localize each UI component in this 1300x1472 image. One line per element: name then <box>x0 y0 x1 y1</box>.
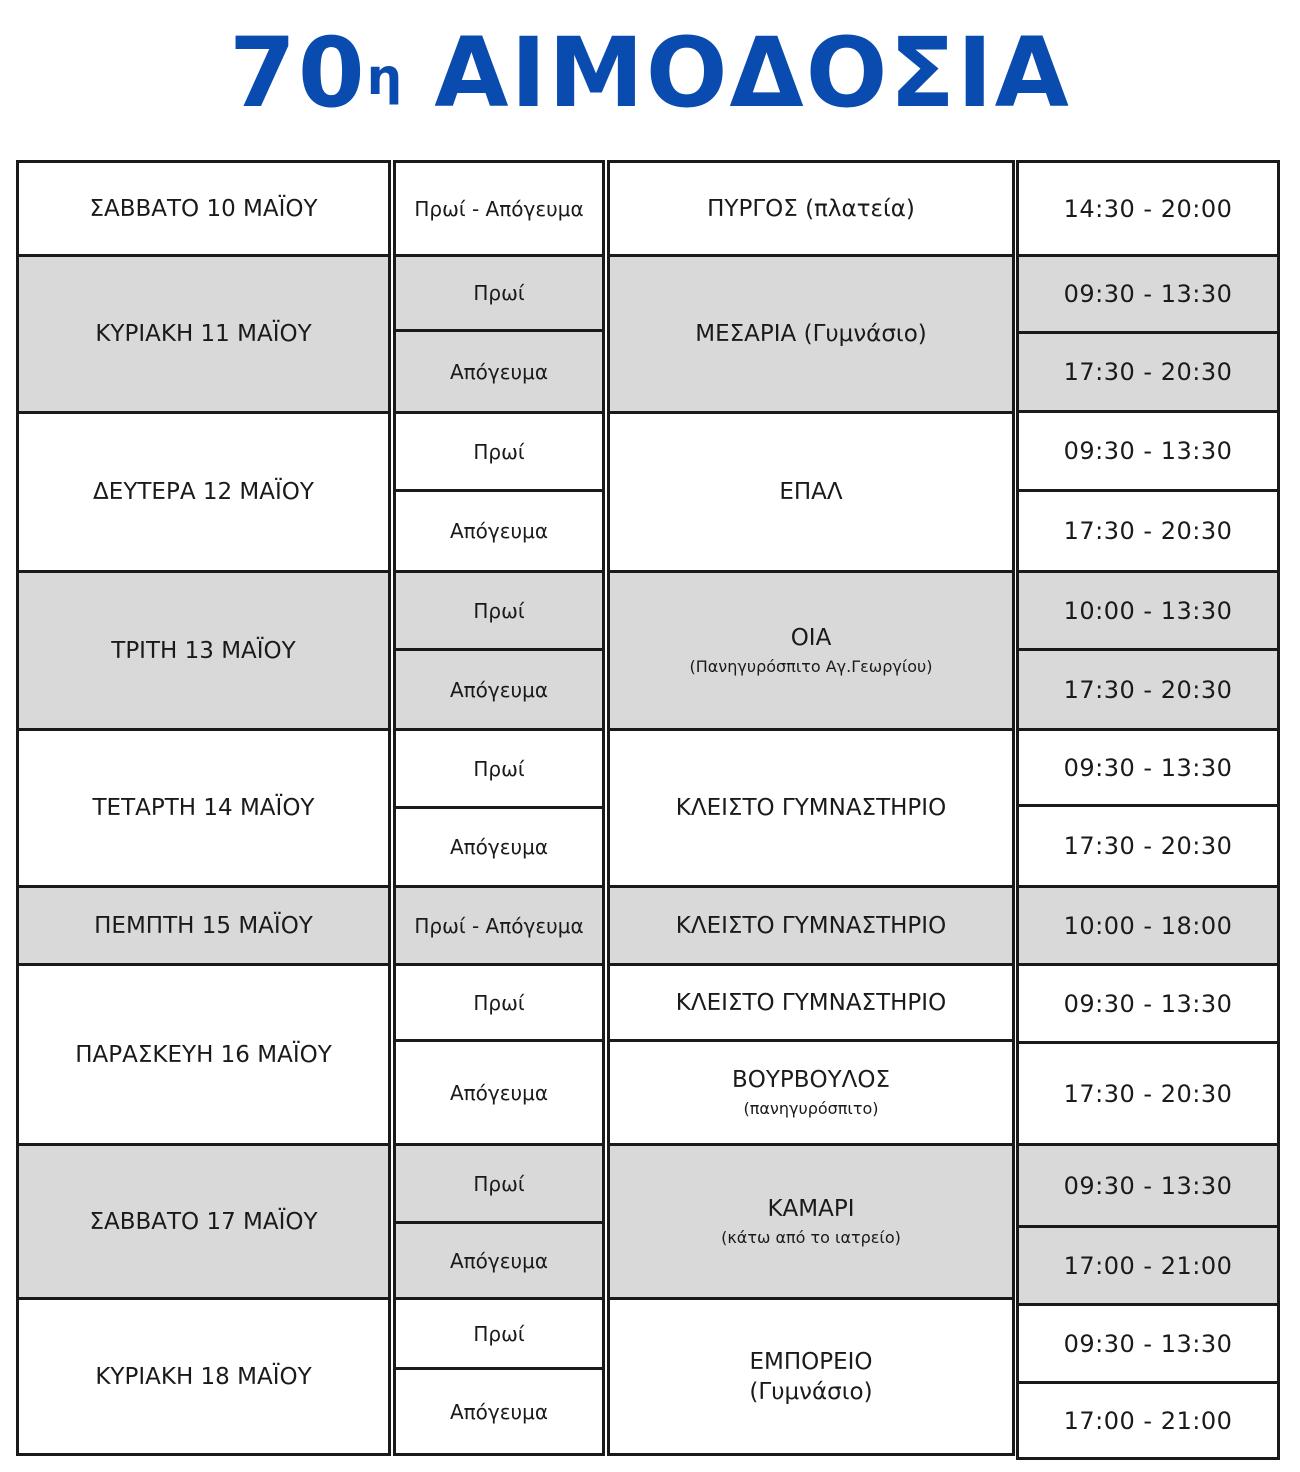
location-note: (Γυμνάσιο) <box>749 1378 873 1405</box>
period-label: Απόγευμα <box>449 359 549 384</box>
day-cell <box>19 573 388 728</box>
location-name: ΚΑΜΑΡΙ <box>767 1196 855 1222</box>
day-cell <box>19 414 388 570</box>
time-cell <box>1019 651 1277 728</box>
location-cell <box>610 414 1012 570</box>
period-label: Πρωί <box>473 1171 525 1196</box>
period-label: Πρωί - Απόγευμα <box>414 913 584 938</box>
period-label: Απόγευμα <box>449 519 549 543</box>
location-cell <box>610 257 1012 411</box>
time-cell <box>1019 1044 1277 1143</box>
period-label: Απόγευμα <box>449 835 549 859</box>
time-cell <box>1019 888 1277 963</box>
period-cell <box>396 1370 602 1453</box>
day-label: ΔΕΥΤΕΡΑ 12 ΜΑΪΟΥ <box>93 479 314 505</box>
time-range: 09:30 - 13:30 <box>1063 1329 1233 1358</box>
time-range: 17:30 - 20:30 <box>1063 832 1233 860</box>
time-cell <box>1019 413 1277 489</box>
location-note: (Πανηγυρόσπιτο Αγ.Γεωργίου) <box>689 657 933 676</box>
time-range: 14:30 - 20:00 <box>1063 194 1233 223</box>
day-label: ΠΑΡΑΣΚΕΥΗ 16 ΜΑΪΟΥ <box>75 1041 332 1068</box>
locations-column <box>607 160 1015 1456</box>
days-column <box>16 160 391 1456</box>
period-label: Πρωί - Απόγευμα <box>414 196 584 221</box>
location-cell <box>610 966 1012 1039</box>
time-range: 17:30 - 20:30 <box>1063 517 1233 545</box>
time-range: 10:00 - 18:00 <box>1063 911 1233 940</box>
day-cell <box>19 1300 388 1453</box>
title-text: ΑΙΜΟΔΟΣΙΑ <box>434 17 1071 129</box>
day-cell <box>19 731 388 885</box>
location-name: ΕΠΑΛ <box>779 479 843 505</box>
day-cell <box>19 257 388 411</box>
time-range: 09:30 - 13:30 <box>1063 280 1233 308</box>
day-label: ΣΑΒΒΑΤΟ 17 ΜΑΪΟΥ <box>89 1208 318 1235</box>
time-cell <box>1019 731 1277 804</box>
period-cell <box>396 651 602 728</box>
title-superscript: η <box>366 48 405 106</box>
period-label: Πρωί <box>473 756 525 781</box>
day-cell <box>19 1146 388 1297</box>
location-name: ΕΜΠΟΡΕΙΟ <box>749 1348 873 1375</box>
location-cell <box>610 888 1012 963</box>
day-label: ΣΑΒΒΑΤΟ 10 ΜΑΪΟΥ <box>89 195 318 222</box>
time-range: 17:30 - 20:30 <box>1063 675 1233 704</box>
time-cell <box>1019 1384 1277 1457</box>
time-cell <box>1019 492 1277 570</box>
period-label: Πρωί <box>473 1321 525 1346</box>
day-label: ΠΕΜΠΤΗ 15 ΜΑΪΟΥ <box>94 912 313 939</box>
location-name: ΜΕΣΑΡΙΑ (Γυμνάσιο) <box>695 321 927 347</box>
time-range: 17:00 - 21:00 <box>1063 1251 1233 1280</box>
day-label: ΤΡΙΤΗ 13 ΜΑΪΟΥ <box>111 637 296 664</box>
period-cell <box>396 492 602 570</box>
location-cell <box>610 731 1012 885</box>
time-cell <box>1019 807 1277 885</box>
period-cell <box>396 1224 602 1297</box>
time-range: 09:30 - 13:30 <box>1063 989 1233 1018</box>
location-cell <box>610 1300 1012 1453</box>
period-cell <box>396 257 602 329</box>
time-cell <box>1019 1306 1277 1381</box>
day-cell <box>19 163 388 254</box>
title-number: 70 <box>229 17 367 129</box>
location-cell <box>610 573 1012 728</box>
location-name: ΟΙΑ <box>790 625 832 651</box>
time-range: 17:30 - 20:30 <box>1063 1079 1233 1108</box>
day-label: ΤΕΤΑΡΤΗ 14 ΜΑΪΟΥ <box>92 795 315 821</box>
location-name: ΒΟΥΡΒΟΥΛΟΣ <box>731 1067 891 1093</box>
period-cell <box>396 1146 602 1221</box>
location-cell <box>610 1042 1012 1143</box>
location-note: (κάτω από το ιατρείο) <box>721 1228 901 1247</box>
day-label: ΚΥΡΙΑΚΗ 11 ΜΑΪΟΥ <box>95 321 312 347</box>
location-cell <box>610 163 1012 254</box>
period-label: Απόγευμα <box>449 1080 549 1105</box>
times-column <box>1016 160 1280 1460</box>
time-cell <box>1019 334 1277 410</box>
location-name: ΚΛΕΙΣΤΟ ΓΥΜΝΑΣΤΗΡΙΟ <box>675 912 947 939</box>
time-cell <box>1019 1146 1277 1225</box>
period-label: Πρωί <box>473 598 525 623</box>
time-cell <box>1019 257 1277 331</box>
time-range: 17:30 - 20:30 <box>1063 358 1233 386</box>
period-cell <box>396 888 602 963</box>
time-range: 17:00 - 21:00 <box>1063 1406 1233 1435</box>
period-label: Πρωί <box>473 439 525 464</box>
period-cell <box>396 966 602 1039</box>
time-cell <box>1019 1228 1277 1303</box>
location-cell <box>610 1146 1012 1297</box>
day-cell <box>19 966 388 1143</box>
period-cell <box>396 573 602 648</box>
time-cell <box>1019 163 1277 254</box>
periods-column <box>393 160 605 1456</box>
location-name: ΚΛΕΙΣΤΟ ΓΥΜΝΑΣΤΗΡΙΟ <box>675 795 947 821</box>
period-cell <box>396 414 602 489</box>
period-label: Απόγευμα <box>449 1399 549 1424</box>
period-cell <box>396 731 602 806</box>
period-label: Πρωί <box>473 990 525 1015</box>
time-range: 09:30 - 13:30 <box>1063 437 1233 465</box>
time-cell <box>1019 573 1277 648</box>
location-name: ΠΥΡΓΟΣ (πλατεία) <box>707 195 915 222</box>
page-title <box>0 18 1300 128</box>
time-range: 09:30 - 13:30 <box>1063 753 1233 782</box>
period-cell <box>396 1300 602 1367</box>
location-name: ΚΛΕΙΣΤΟ ΓΥΜΝΑΣΤΗΡΙΟ <box>675 989 947 1016</box>
period-label: Πρωί <box>473 281 525 305</box>
period-label: Απόγευμα <box>449 677 549 702</box>
day-cell <box>19 888 388 963</box>
period-cell <box>396 163 602 254</box>
day-label: ΚΥΡΙΑΚΗ 18 ΜΑΪΟΥ <box>95 1363 312 1390</box>
period-label: Απόγευμα <box>449 1248 549 1273</box>
period-cell <box>396 1042 602 1143</box>
time-range: 10:00 - 13:30 <box>1063 596 1233 625</box>
location-note: (πανηγυρόσπιτο) <box>743 1099 879 1118</box>
period-cell <box>396 332 602 411</box>
time-cell <box>1019 966 1277 1041</box>
time-range: 09:30 - 13:30 <box>1063 1171 1233 1200</box>
period-cell <box>396 809 602 885</box>
